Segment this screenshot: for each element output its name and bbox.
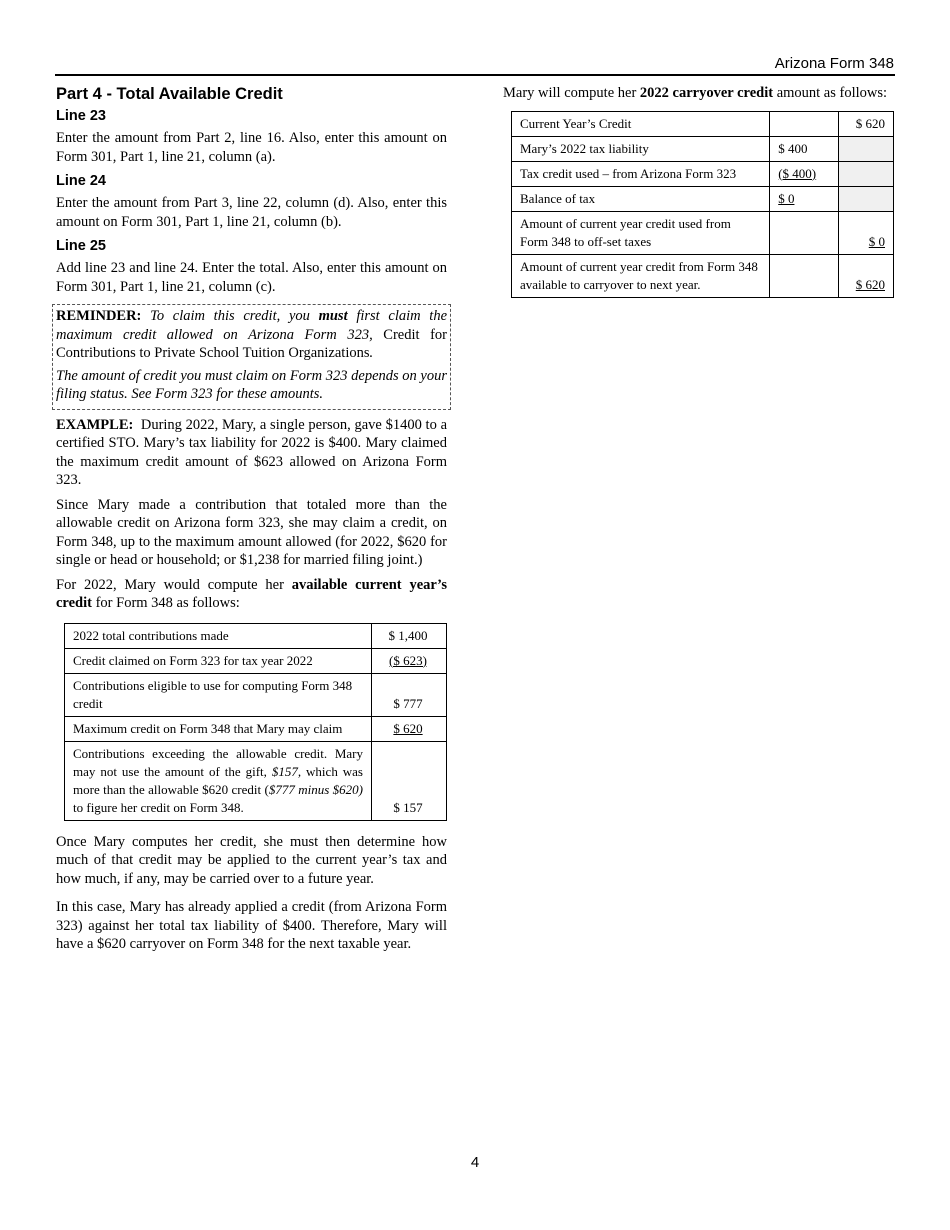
table-row: Tax credit used – from Arizona Form 323 ($ 400) bbox=[512, 161, 894, 186]
after-paragraph-1: Once Mary computes her credit, she must then determine how much of that credit may be applied to the current year’s tax and how much, if any, may be carried over to a future year. bbox=[56, 833, 447, 887]
carryover-intro: Mary will compute her 2022 carryover credit amount as follows: bbox=[503, 85, 888, 101]
table-row: Credit claimed on Form 323 for tax year 2022 ($ 623) bbox=[65, 648, 447, 673]
part4-title: Part 4 - Total Available Credit bbox=[56, 85, 283, 103]
example-paragraph-3: For 2022, Mary would compute her available current year’s credit for Form 348 as follows: bbox=[56, 576, 448, 611]
table-row: Contributions eligible to use for computing Form 348 credit $ 777 bbox=[65, 673, 447, 716]
line24-heading: Line 24 bbox=[56, 173, 106, 189]
table-row: Contributions exceeding the allowable credit. Mary may not use the amount of the gift, $157, which was more than the allowable $620 credit ($777 minus $620) to figure her credit on Form 348. $ 157 bbox=[65, 741, 447, 820]
line25-text: Add line 23 and line 24. Enter the total. Also, enter this amount on Form 301, Part 1, line 21, column (c). bbox=[56, 260, 447, 295]
line23-heading: Line 23 bbox=[56, 108, 106, 124]
table-row: Balance of tax $ 0 bbox=[512, 186, 894, 211]
reminder-label: REMINDER: bbox=[56, 308, 142, 324]
table-row: 2022 total contributions made $ 1,400 bbox=[65, 623, 447, 648]
example-label: EXAMPLE: bbox=[56, 416, 134, 433]
line23-text: Enter the amount from Part 2, line 16. Also, enter this amount on Form 301, Part 1, line 21, column (a). bbox=[56, 130, 447, 165]
table-row: Mary’s 2022 tax liability $ 400 bbox=[512, 136, 894, 161]
left-column bbox=[56, 84, 447, 960]
table-row: Maximum credit on Form 348 that Mary may claim $ 620 bbox=[65, 716, 447, 741]
table-row: Amount of current year credit used from Form 348 to off-set taxes $ 0 bbox=[512, 211, 894, 254]
after-paragraph-2: In this case, Mary has already applied a credit (from Arizona Form 323) against her total tax liability of $400. Therefore, Mary will have a $620 carryover on Form 348 for the next taxable year. bbox=[56, 899, 447, 952]
form-name: Arizona Form 348 bbox=[774, 55, 894, 72]
example-paragraph: EXAMPLE: During 2022, Mary, a single person, gave $1400 to a certified STO. Mary’s tax liability for 2022 is $400. Mary claimed the maximum credit amount of $623 allowed on Arizona Form 323. bbox=[56, 416, 448, 488]
right-column bbox=[503, 84, 894, 298]
reminder-paragraph: REMINDER: To claim this credit, you must first claim the maximum credit allowed on Arizona Form 323, Credit for Contributions to Private School Tuition Organizations. bbox=[56, 308, 448, 361]
table-row: Amount of current year credit from Form 348 available to carryover to next year. $ 620 bbox=[512, 254, 894, 297]
reminder-box bbox=[52, 304, 451, 410]
available-credit-table bbox=[64, 623, 447, 821]
line24-text: Enter the amount from Part 3, line 22, column (d). Also, enter this amount on Form 301, Part 1, line 21, column (b). bbox=[56, 195, 447, 230]
carryover-table bbox=[511, 111, 894, 298]
table-row: Current Year’s Credit $ 620 bbox=[512, 111, 894, 136]
line25-heading: Line 25 bbox=[56, 238, 106, 254]
reminder-filing-status: The amount of credit you must claim on Form 323 depends on your filing status. See Form 323 for these amounts. bbox=[56, 367, 447, 402]
example-paragraph-2: Since Mary made a contribution that totaled more than the allowable credit on Arizona form 323, she may claim a credit, on Form 348, up to the maximum amount allowed (for 2022, $620 for single or head or household; or $1,238 for married filing joint.) bbox=[56, 496, 447, 568]
header-rule bbox=[55, 74, 895, 76]
page-number: 4 bbox=[470, 1154, 480, 1171]
